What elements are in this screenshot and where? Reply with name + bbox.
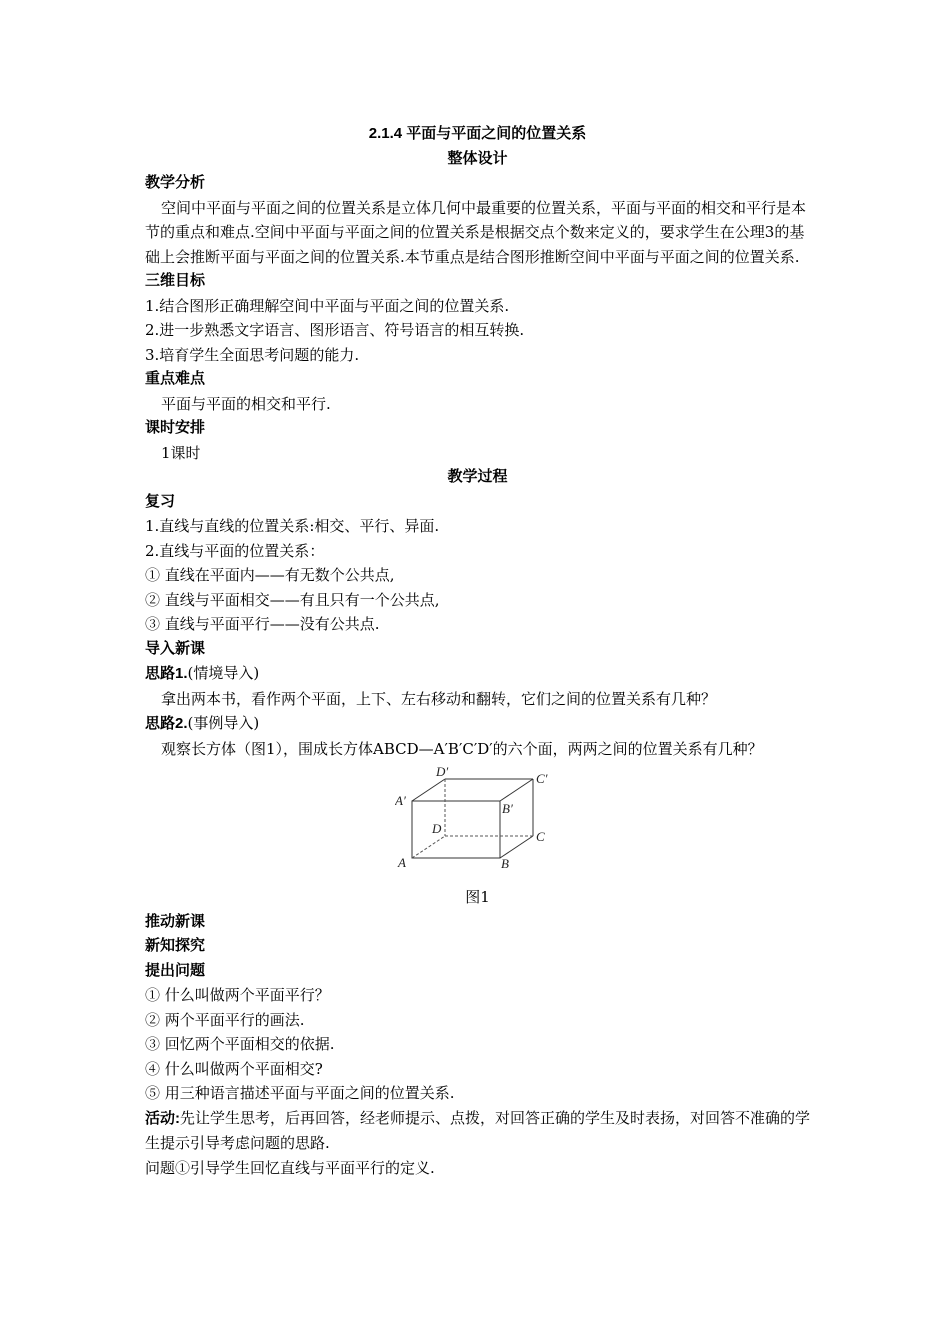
label-A: A (398, 855, 406, 869)
cuboid-figure (145, 765, 810, 885)
idea2-line (145, 711, 810, 737)
key-heading: 重点难点 (145, 370, 206, 387)
push-sub2: 提出问题 (145, 961, 206, 979)
idea1-text: 拿出两本书，看作两个平面，上下、左右移动和翻转，它们之间的位置关系有几种？ (161, 689, 717, 708)
idea2-label: 思路2. (145, 715, 188, 732)
question-item: ⑤ 用三种语言描述平面与平面之间的位置关系. (145, 1084, 455, 1102)
review-item: ③ 直线与平面平行——没有公共点. (145, 615, 380, 633)
document-page (145, 122, 810, 1180)
activity-paragraph (145, 1106, 810, 1156)
goals-heading: 三维目标 (145, 272, 206, 289)
intro-heading: 导入新课 (145, 639, 206, 657)
key-text: 平面与平面的相交和平行. (161, 394, 331, 413)
cuboid-diagram (395, 765, 555, 869)
question-item: ④ 什么叫做两个平面相交? (145, 1059, 323, 1078)
label-D: D (432, 821, 442, 836)
label-Ap: A′ (395, 793, 406, 808)
section-subtitle: 整体设计 (447, 149, 508, 167)
review-heading: 复习 (145, 492, 176, 510)
question-item: ③ 回忆两个平面相交的依据. (145, 1035, 335, 1053)
question-item: ② 两个平面平行的画法. (145, 1010, 305, 1029)
idea1-label: 思路1. (145, 665, 188, 682)
label-Dp: D′ (436, 765, 449, 779)
idea2-tag: (事例导入) (187, 714, 260, 732)
process-title: 教学过程 (447, 468, 508, 485)
activity-text: 先让学生思考，后再回答，经老师提示、点拨，对回答正确的学生及时表扬，对回答不准确的学生提示引导考虑问题的思路. (145, 1108, 811, 1152)
edge-b-c (500, 836, 533, 858)
label-Bp: B′ (502, 801, 513, 816)
activity-label: 活动: (145, 1109, 180, 1127)
schedule-text: 1课时 (161, 443, 201, 462)
label-C: C (536, 829, 545, 844)
hidden-edge-a-d (412, 836, 445, 858)
idea1-line (145, 661, 810, 687)
schedule-heading: 课时安排 (145, 419, 206, 436)
label-B: B (501, 856, 509, 869)
goal-item: 2.进一步熟悉文字语言、图形语言、符号语言的相互转换. (145, 321, 525, 339)
push-sub1: 新知探究 (145, 937, 206, 954)
edge-bp-cp (500, 779, 533, 801)
review-item: 1.直线与直线的位置关系:相交、平行、异面. (145, 517, 440, 535)
analysis-heading: 教学分析 (145, 174, 206, 191)
review-item: ① 直线在平面内——有无数个公共点, (145, 566, 395, 584)
review-item: ② 直线与平面相交——有且只有一个公共点, (145, 590, 440, 609)
figure-caption: 图1 (465, 888, 490, 906)
idea1-tag: (情境导入) (187, 664, 260, 682)
push-heading: 推动新课 (145, 912, 206, 930)
q1-text: 问题①引导学生回忆直线与平面平行的定义. (145, 1158, 435, 1177)
analysis-text: 空间中平面与平面之间的位置关系是立体几何中最重要的位置关系，平面与平面的相交和平行是本节的重点和难点.空间中平面与平面之间的位置关系是根据交点个数来定义的，要求学生在公理3的基础上会推断平面与平面之间的位置关系.本节重点是结合图形推断空间中平面与平面之间的位置关系. (145, 198, 807, 266)
label-Cp: C′ (536, 771, 548, 786)
idea2-text: 观察长方体（图1），围成长方体ABCD—A′B′C′D′的六个面，两两之间的位置关系有几种？ (161, 739, 763, 758)
goal-item: 1.结合图形正确理解空间中平面与平面之间的位置关系. (145, 296, 510, 315)
question-item: ① 什么叫做两个平面平行？ (145, 986, 330, 1004)
section-title: 2.1.4 平面与平面之间的位置关系 (368, 125, 587, 142)
review-item: 2.直线与平面的位置关系： (145, 541, 325, 560)
edge-ap-dp (412, 779, 445, 801)
goal-item: 3.培育学生全面思考问题的能力. (145, 345, 360, 364)
